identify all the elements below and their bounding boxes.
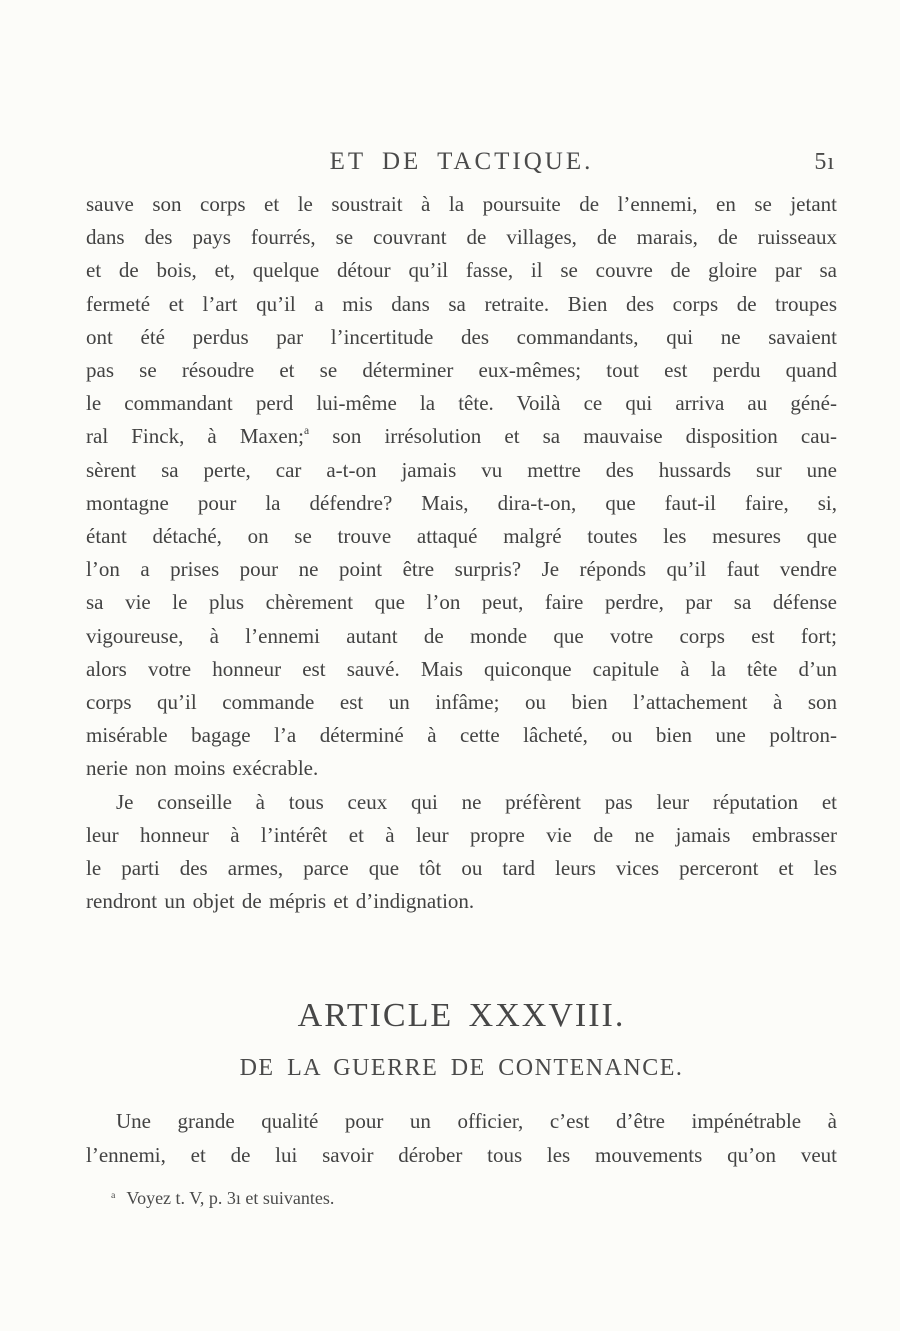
text-line: le parti des armes, parce que tôt ou tard leurs vices perceront et les [86,856,837,881]
text-line: fermeté et l’art qu’il a mis dans sa retraite. Bien des corps de troupes [86,291,837,316]
footnote-reference-marker: a [303,425,310,438]
text-line: l’ennemi, et de lui savoir dérober tous les mouvements qu’on veut [86,1142,837,1167]
text-line: rendront un objet de mépris et d’indignation. [86,889,475,914]
text-line: leur honneur à l’intérêt et à leur propre vie de ne jamais embrasser [86,822,837,847]
text-segment: ral Finck, à Maxen; [86,424,304,449]
text-line: pas se résoudre et se déterminer eux-mêmes; tout est perdu quand [86,358,837,383]
paragraph [86,1105,837,1171]
text-line: le commandant perd lui-même la tête. Voilà ce qui arriva au géné- [86,391,837,416]
footnote-text: Voyez t. V, p. 3ı et suivantes. [126,1187,335,1208]
text-line: sa vie le plus chèrement que l’on peut, faire perdre, par sa défense [86,590,837,615]
article-subheading: DE LA GUERRE DE CONTENANCE. [239,1055,684,1082]
text-line: Une grande qualité pour un officier, c’est d’être impénétrable à [116,1109,837,1134]
footnote [111,1186,837,1210]
article-heading: ARTICLE XXXVIII. [297,997,626,1035]
paragraph [86,786,837,919]
text-line: corps qu’il commande est un infâme; ou bien l’attachement à son [86,690,837,715]
text-segment: son irrésolution et sa mauvaise disposition cau- [309,424,838,449]
paragraph-continued [86,188,837,786]
text-line: ont été perdus par l’incertitude des commandants, qui ne savaient [86,324,837,349]
text-line: alors votre honneur est sauvé. Mais quiconque capitule à la tête d’un [86,656,837,681]
text-line: vigoureuse, à l’ennemi autant de monde que votre corps est fort; [86,623,837,648]
text-line: dans des pays fourrés, se couvrant de villages, de marais, de ruisseaux [86,225,837,250]
text-line: sèrent sa perte, car a-t-on jamais vu mettre des hussards sur une [86,457,837,482]
text-line: l’on a prises pour ne point être surpris? Je réponds qu’il faut vendre [86,557,837,582]
running-title: ET DE TACTIQUE. [329,148,594,175]
body-text [86,188,837,1210]
text-line-with-footnote-marker [86,420,837,453]
text-line: sauve son corps et le soustrait à la poursuite de l’ennemi, en se jetant [86,192,837,216]
page-header [86,148,837,176]
footnote-marker: a [111,1189,116,1201]
text-line: Je conseille à tous ceux qui ne préfèrent pas leur réputation et [116,789,837,814]
text-line: misérable bagage l’a déterminé à cette lâcheté, ou bien une poltron- [86,723,837,748]
text-line: nerie non moins exécrable. [86,756,319,781]
text-line: et de bois, et, quelque détour qu’il fasse, il se couvre de gloire par sa [86,258,837,283]
page-number: 5ı [814,149,835,175]
text-line: étant détaché, on se trouve attaqué malgré toutes les mesures que [86,524,837,549]
text-line: montagne pour la défendre? Mais, dira-t-on, que faut-il faire, si, [86,490,837,515]
